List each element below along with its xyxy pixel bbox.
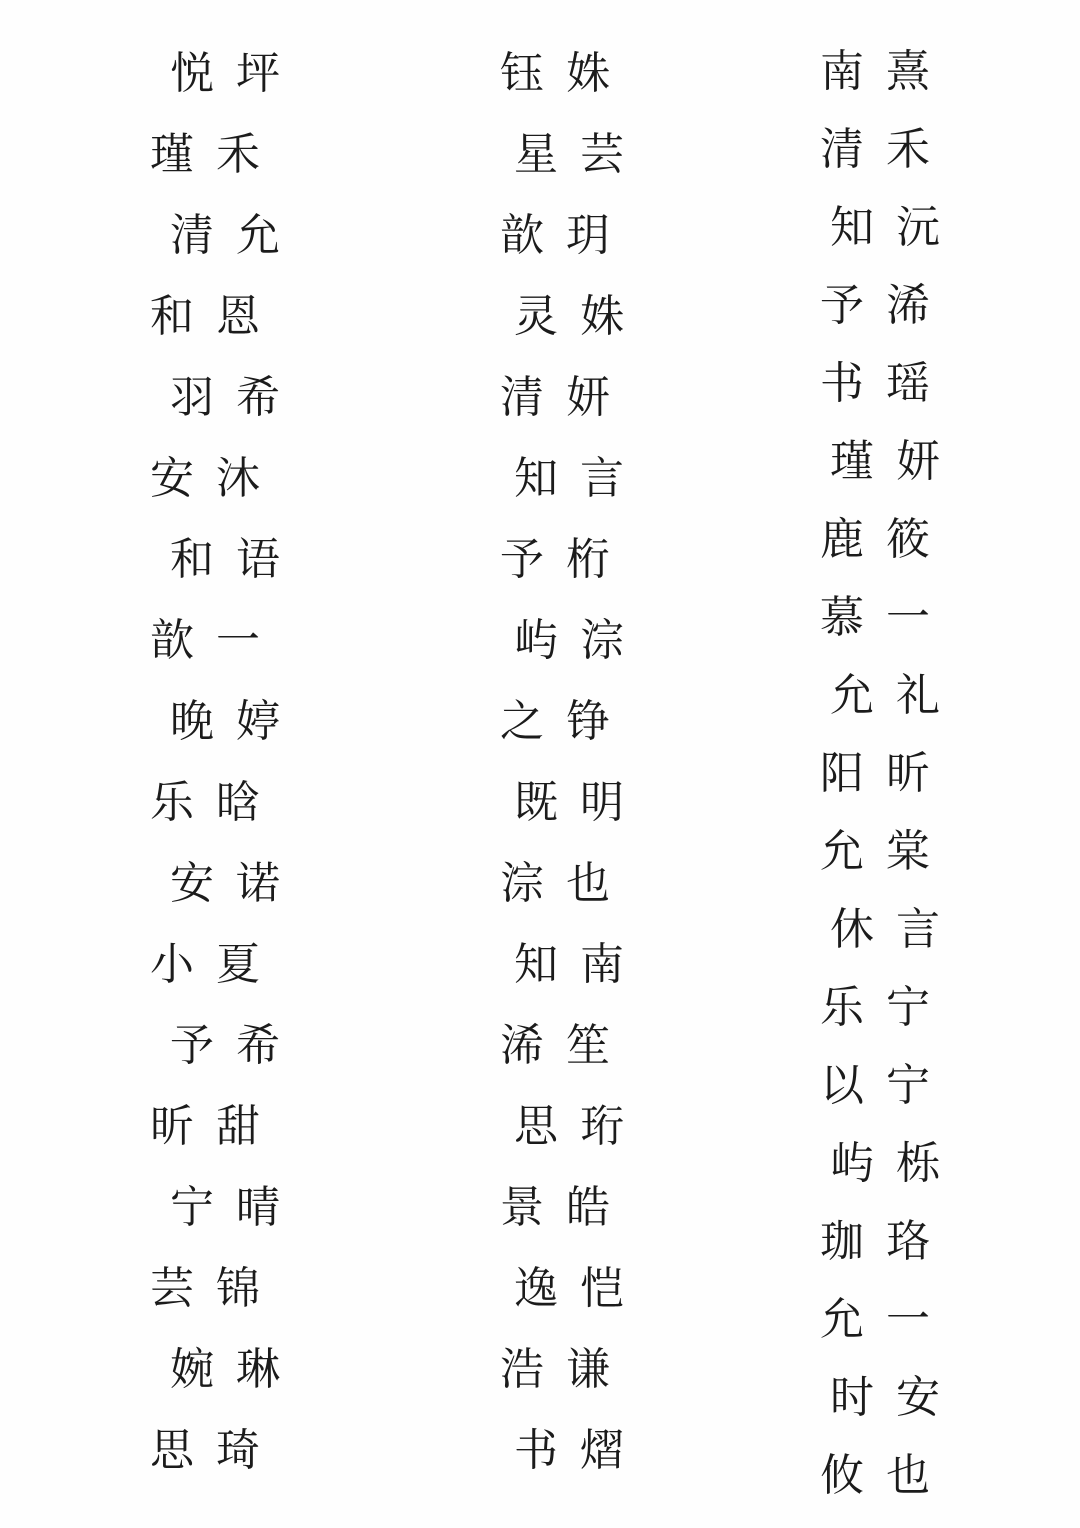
name-entry: 瑾妍 [830, 436, 962, 487]
name-entry: 宁晴 [170, 1181, 302, 1233]
name-entry: 知沅 [830, 202, 962, 253]
name-entry: 予希 [170, 1019, 302, 1071]
name-entry: 休言 [830, 904, 962, 955]
name-entry: 和恩 [150, 290, 282, 342]
name-entry: 以宁 [820, 1060, 952, 1111]
name-entry: 歆一 [150, 614, 282, 666]
name-entry: 淙也 [500, 857, 632, 909]
name-entry: 安诺 [170, 857, 302, 909]
name-entry: 珈珞 [820, 1216, 952, 1267]
name-column-1 [150, 28, 302, 1486]
name-entry: 芸锦 [150, 1262, 282, 1314]
name-entry: 清允 [170, 209, 302, 261]
name-entry: 允一 [820, 1294, 952, 1345]
name-entry: 攸也 [820, 1450, 952, 1501]
name-entry: 婉琳 [170, 1343, 302, 1395]
name-entry: 钰姝 [500, 47, 632, 99]
name-entry: 允棠 [820, 826, 952, 877]
name-column-3 [820, 28, 962, 1510]
name-entry: 和语 [170, 533, 302, 585]
name-entry: 思琦 [150, 1424, 282, 1476]
name-entry: 阳昕 [820, 748, 952, 799]
name-entry: 南熹 [820, 46, 952, 97]
name-entry: 屿栎 [830, 1138, 962, 1189]
name-entry: 浠笙 [500, 1019, 632, 1071]
name-entry: 书熠 [514, 1424, 646, 1476]
name-entry: 屿淙 [514, 614, 646, 666]
name-entry: 晚婷 [170, 695, 302, 747]
name-entry: 浩谦 [500, 1343, 632, 1395]
name-entry: 悦坪 [170, 47, 302, 99]
name-entry: 既明 [514, 776, 646, 828]
name-entry: 灵姝 [514, 290, 646, 342]
name-entry: 瑾禾 [150, 128, 282, 180]
name-entry: 允礼 [830, 670, 962, 721]
name-entry: 安沐 [150, 452, 282, 504]
name-entry: 知南 [514, 938, 646, 990]
name-entry: 思珩 [514, 1100, 646, 1152]
name-entry: 时安 [830, 1372, 962, 1423]
name-entry: 羽希 [170, 371, 302, 423]
name-entry: 知言 [514, 452, 646, 504]
name-entry: 予桁 [500, 533, 632, 585]
name-entry: 清妍 [500, 371, 632, 423]
name-entry: 慕一 [820, 592, 952, 643]
name-entry: 星芸 [514, 128, 646, 180]
name-column-2 [500, 28, 646, 1486]
name-entry: 逸恺 [514, 1262, 646, 1314]
name-entry: 乐宁 [820, 982, 952, 1033]
name-entry: 昕甜 [150, 1100, 282, 1152]
name-entry: 鹿筱 [820, 514, 952, 565]
name-entry: 景皓 [500, 1181, 632, 1233]
name-entry: 歆玥 [500, 209, 632, 261]
name-entry: 小夏 [150, 938, 282, 990]
name-entry: 之铮 [500, 695, 632, 747]
name-entry: 书瑶 [820, 358, 952, 409]
name-entry: 乐晗 [150, 776, 282, 828]
name-entry: 清禾 [820, 124, 952, 175]
name-entry: 予浠 [820, 280, 952, 331]
